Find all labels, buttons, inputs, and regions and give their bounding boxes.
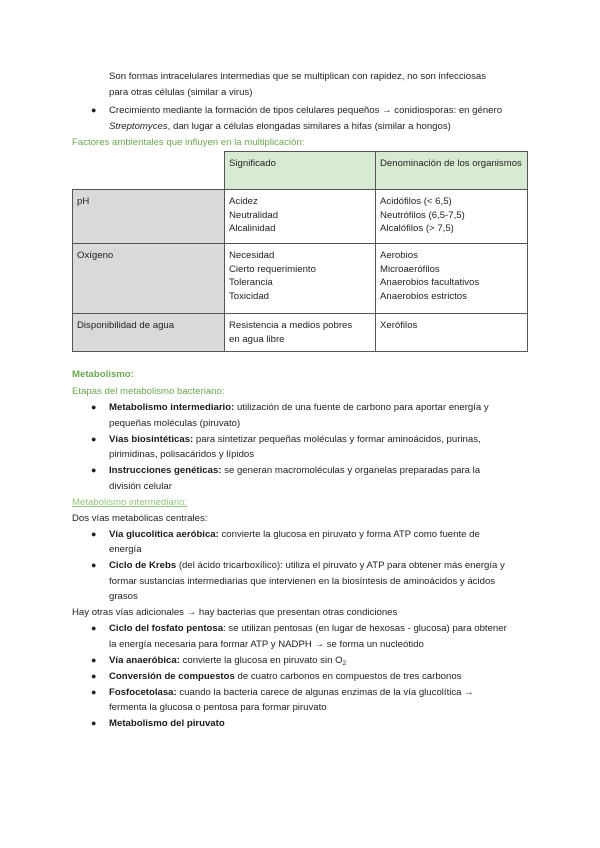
pathway-term: Fosfocetolasa: — [109, 687, 177, 698]
pathway-term: Conversión de compuestos — [109, 671, 235, 682]
table-row — [73, 244, 528, 314]
factor-water: Disponibilidad de agua — [73, 314, 225, 352]
organism-item: Neutrófilos (6,5-7,5) — [380, 209, 465, 221]
stage-genetic-line-2: división celular — [109, 481, 172, 492]
meaning-item: Acidez — [229, 196, 258, 207]
bullet-icon: ● — [91, 671, 97, 681]
organism-item: Microaerófilos — [380, 263, 440, 275]
pathway-term: Vía anaeróbica: — [109, 655, 180, 666]
glycolytic-line-1 — [109, 528, 480, 541]
central-pathways-intro: Dos vías metabólicas centrales: — [72, 513, 208, 524]
bullet-icon: ● — [91, 529, 97, 539]
pathway-text: convierte la glucosa en piruvato sin O — [179, 655, 343, 666]
bullet-icon: ● — [91, 402, 97, 412]
bullet-icon: ● — [91, 655, 97, 665]
krebs-line-1 — [109, 559, 505, 572]
intro-text-line-1: Son formas intracelulares intermedias que se multiplican con rapidez, no son infecciosas — [109, 71, 487, 82]
meaning-water — [225, 314, 376, 352]
conversion-line — [109, 670, 461, 683]
bullet-icon: ● — [91, 105, 97, 115]
bullet-icon: ● — [91, 434, 97, 444]
pathway-text: cuando la bacteria carece de algunas enzimas de la vía glucolítica → — [176, 687, 474, 698]
stage-text: se generan macromoléculas y organelas preparadas para la — [221, 465, 481, 476]
pathway-term: Metabolismo del piruvato — [109, 718, 225, 729]
factors-heading: Factores ambientales que influyen en la multiplicación: — [72, 137, 305, 148]
pathway-term: Vía glucolítica aeróbica: — [109, 529, 219, 540]
meaning-item: Alcalinidad — [229, 223, 276, 235]
bullet-icon: ● — [91, 687, 97, 697]
metabolism-title: Metabolismo: — [72, 369, 134, 380]
meaning-item: Cierto requerimiento — [229, 263, 316, 275]
pathway-text: convierte la glucosa en piruvato y forma ATP como fuente de — [218, 529, 480, 540]
header-organisms: Denominación de los organismos — [376, 152, 528, 190]
streptomyces-term: Streptomyces — [109, 121, 168, 132]
bullet-icon: ● — [91, 560, 97, 570]
additional-pathways-intro: Hay otras vías adicionales → hay bacterias que presentan otras condiciones — [72, 607, 398, 618]
meaning-item: Tolerancia — [229, 277, 273, 289]
organisms-water — [376, 314, 528, 352]
meaning-item: Necesidad — [229, 250, 275, 261]
pentose-line-1 — [109, 622, 507, 635]
pyruvate-metabolism-line — [109, 717, 225, 730]
table-corner-cell — [73, 152, 225, 190]
bullet-icon: ● — [91, 623, 97, 633]
organisms-ph — [376, 190, 528, 244]
environmental-factors-table — [72, 151, 528, 352]
meaning-item: Toxicidad — [229, 290, 269, 302]
bullet-icon: ● — [91, 718, 97, 728]
table-header-row — [73, 152, 528, 190]
intermediate-metabolism-link[interactable]: Metabolismo intermediario: — [72, 497, 188, 508]
pathway-term: Ciclo de Krebs — [109, 560, 177, 571]
stage-biosynthetic-line-1 — [109, 433, 481, 446]
stage-term: Metabolismo intermediario: — [109, 402, 235, 413]
meaning-item: Neutralidad — [229, 209, 279, 221]
stage-term: Vías biosintéticas: — [109, 434, 194, 445]
stage-intermediate-line-1 — [109, 401, 489, 414]
anaerobic-line — [109, 654, 346, 670]
stage-text: para sintetizar pequeñas moléculas y formar aminoácidos, purinas, — [193, 434, 481, 445]
conidiospores-line-2-rest: , dan lugar a células elongadas similares a hifas (similar a hongos) — [167, 121, 451, 132]
pathway-text: (del ácido tricarboxílico): utiliza el piruvato y ATP para obtener más energía y — [176, 560, 505, 571]
organism-item: Aerobios — [380, 250, 418, 261]
pathway-term: Ciclo del fosfato pentosa — [109, 623, 224, 634]
metabolism-stages-heading: Etapas del metabolismo bacteriano: — [72, 386, 225, 397]
stage-biosynthetic-line-2: pirimidinas, polisacáridos y lípidos — [109, 449, 255, 460]
conidiospores-line-1: Crecimiento mediante la formación de tipos celulares pequeños → conidiosporas: en género — [109, 105, 503, 116]
stage-text: utilización de una fuente de carbono para aportar energía y — [234, 402, 489, 413]
pathway-text: de cuatro carbonos en compuestos de tres carbonos — [234, 671, 462, 682]
glycolytic-line-2: energía — [109, 544, 142, 555]
meaning-item: Resistencia a medios pobres — [229, 320, 353, 331]
phosphoketolase-line-2: fermenta la glucosa o pentosa para formar piruvato — [109, 702, 327, 713]
factor-oxygen: Oxígeno — [73, 244, 225, 314]
organism-item: Anaerobios facultativos — [380, 277, 480, 289]
table-row — [73, 314, 528, 352]
organisms-oxygen — [376, 244, 528, 314]
pentose-line-2: la energía necesaria para formar ATP y NADPH → se forma un nucleótido — [109, 639, 424, 650]
organism-item: Acidófilos (< 6,5) — [380, 196, 452, 207]
stage-intermediate-line-2: pequeñas moléculas (piruvato) — [109, 418, 241, 429]
krebs-line-2: formar sustancias intermediarias que intervienen en la biosíntesis de aminoácidos y ácidos — [109, 576, 496, 587]
pathway-text: : se utilizan pentosas (en lugar de hexosas - glucosa) para obtener — [223, 623, 507, 634]
header-meaning: Significado — [225, 152, 376, 190]
bullet-icon: ● — [91, 465, 97, 475]
organism-item: Xerófilos — [380, 320, 418, 331]
phosphoketolase-line-1 — [109, 686, 474, 699]
meaning-oxygen — [225, 244, 376, 314]
subscript-two: 2 — [342, 660, 347, 667]
stage-term: Instrucciones genéticas: — [109, 465, 222, 476]
factor-ph: pH — [73, 190, 225, 244]
table-row — [73, 190, 528, 244]
meaning-ph — [225, 190, 376, 244]
stage-genetic-line-1 — [109, 464, 480, 477]
organism-item: Anaerobios estrictos — [380, 290, 467, 302]
krebs-line-3: grasos — [109, 591, 138, 602]
meaning-item: en agua libre — [229, 333, 285, 345]
organism-item: Alcalófilos (> 7,5) — [380, 223, 454, 235]
intro-text-line-2: para otras células (similar a virus) — [109, 87, 253, 98]
conidiospores-line-2 — [109, 120, 451, 133]
